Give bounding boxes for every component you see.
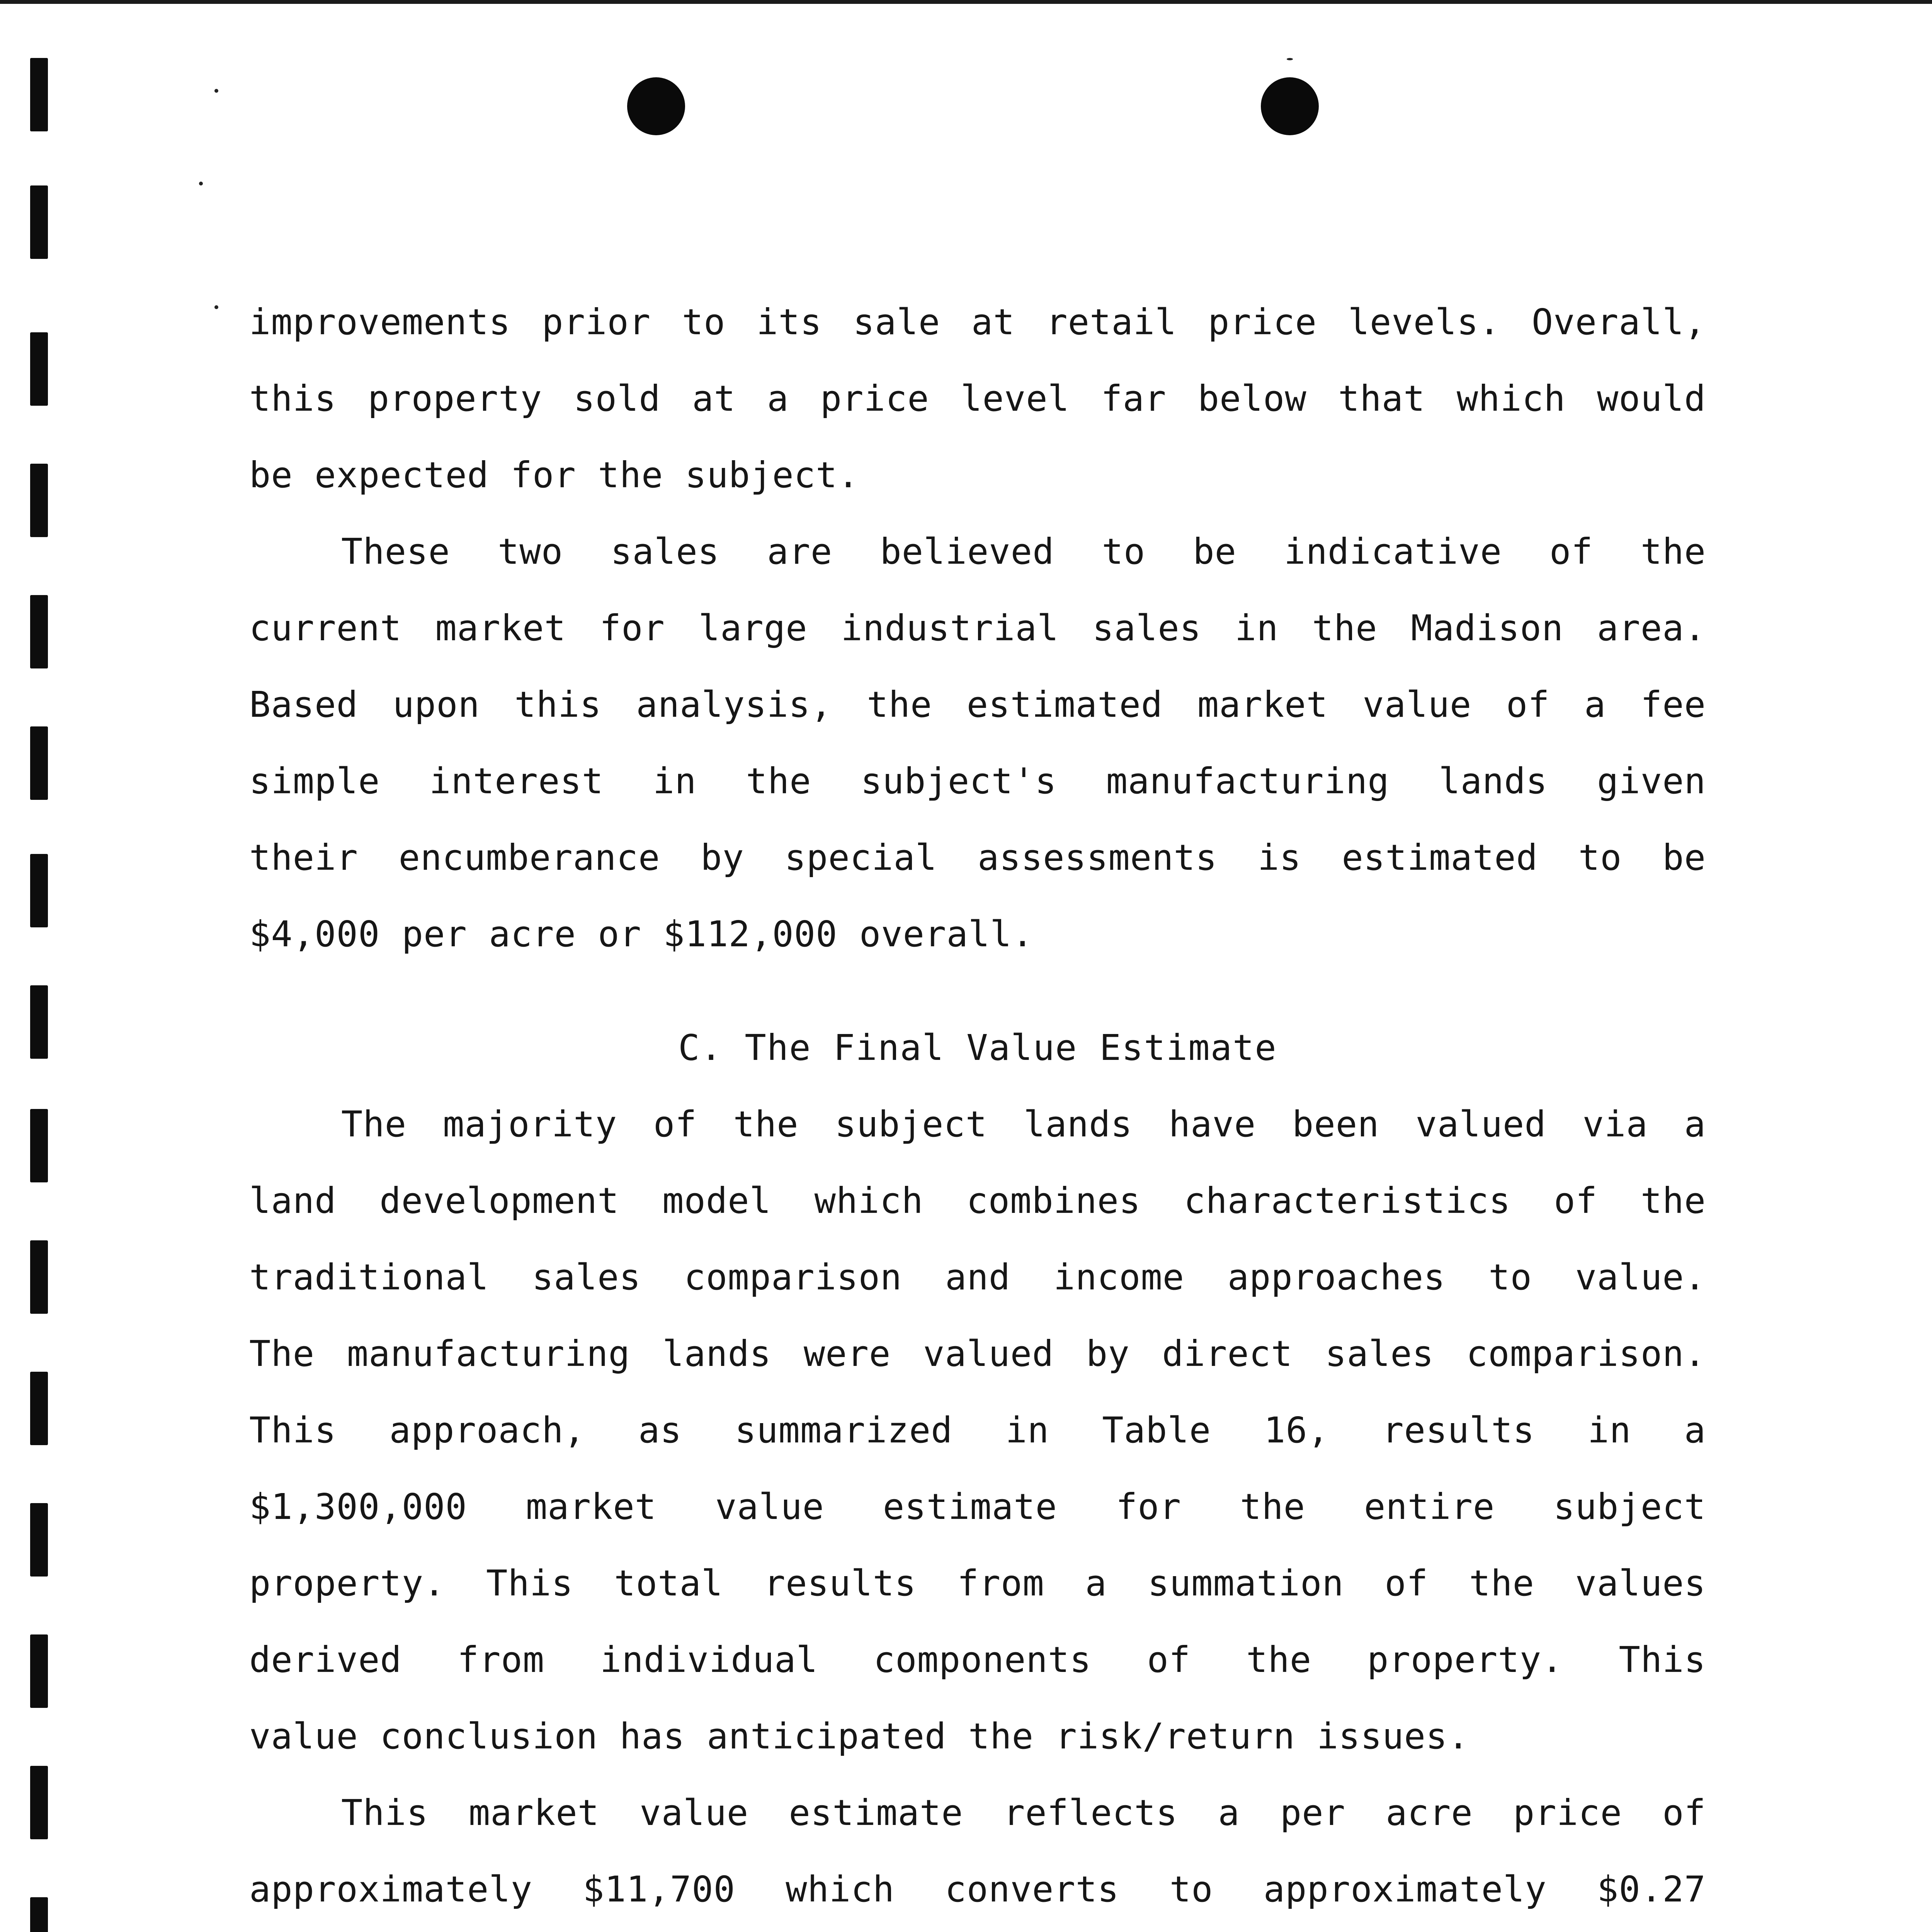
paragraph-1 xyxy=(249,284,1706,514)
text-line: The manufacturing lands were valued by direct sales comparison. xyxy=(249,1333,1706,1374)
text-line: This approach, as summarized in Table 16, results in a xyxy=(249,1410,1706,1451)
binding-mark xyxy=(30,185,48,259)
text-line: approximately $11,700 which converts to approximately $0.27 xyxy=(249,1869,1706,1910)
text-line: value conclusion has anticipated the risk/return issues. xyxy=(249,1716,1469,1757)
scan-speck xyxy=(214,305,218,309)
text-line: simple interest in the subject's manufacturing lands given xyxy=(249,760,1706,802)
text-line: property. This total results from a summation of the values xyxy=(249,1563,1706,1604)
scan-speck xyxy=(214,89,218,93)
text-line: be expected for the subject. xyxy=(249,454,859,496)
text-line: These two sales are believed to be indicative of the xyxy=(341,531,1706,572)
punch-hole xyxy=(627,77,685,135)
section-heading: C. The Final Value Estimate xyxy=(678,1027,1277,1068)
binding-mark xyxy=(30,726,48,800)
scan-speck xyxy=(199,182,203,185)
binding-mark xyxy=(30,1634,48,1708)
text-line: $4,000 per acre or $112,000 overall. xyxy=(249,913,1034,955)
binding-mark xyxy=(30,332,48,406)
binding-mark xyxy=(30,1503,48,1577)
binding-mark xyxy=(30,595,48,668)
text-line: The majority of the subject lands have been valued via a xyxy=(341,1104,1706,1145)
binding-mark xyxy=(30,1766,48,1839)
text-line: improvements prior to its sale at retail price levels. Overall, xyxy=(249,301,1706,343)
punch-hole xyxy=(1261,77,1319,135)
binding-marks xyxy=(30,58,48,1932)
binding-mark xyxy=(30,464,48,537)
paragraph-2 xyxy=(249,514,1706,973)
text-line: derived from individual components of the property. This xyxy=(249,1639,1706,1680)
binding-mark xyxy=(30,1240,48,1314)
body-text xyxy=(249,284,1706,1932)
binding-mark xyxy=(30,854,48,927)
text-line: This market value estimate reflects a per acre price of xyxy=(341,1792,1706,1833)
binding-mark xyxy=(30,1897,48,1932)
text-line: current market for large industrial sales in the Madison area. xyxy=(249,607,1706,649)
scan-speck xyxy=(1287,58,1293,60)
paragraph-4 xyxy=(249,1775,1706,1932)
paragraph-3 xyxy=(249,1086,1706,1775)
text-line: land development model which combines characteristics of the xyxy=(249,1180,1706,1221)
text-line: Based upon this analysis, the estimated market value of a fee xyxy=(249,684,1706,725)
binding-mark xyxy=(30,58,48,131)
text-line: their encumberance by special assessments is estimated to be xyxy=(249,837,1706,878)
top-edge-border xyxy=(0,0,1932,4)
binding-mark xyxy=(30,985,48,1059)
text-line: $1,300,000 market value estimate for the entire subject xyxy=(249,1486,1706,1527)
binding-mark xyxy=(30,1109,48,1182)
binding-mark xyxy=(30,1372,48,1445)
text-line xyxy=(249,1928,1706,1932)
text-line: this property sold at a price level far below that which would xyxy=(249,378,1706,419)
text-line: traditional sales comparison and income approaches to value. xyxy=(249,1257,1706,1298)
